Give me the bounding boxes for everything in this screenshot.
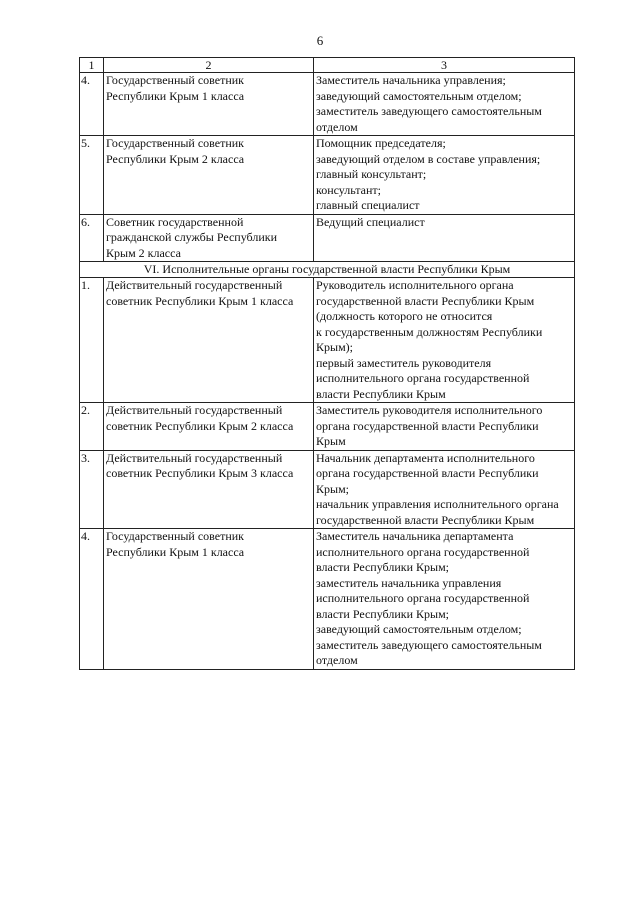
row-number: 3.: [80, 450, 104, 529]
rank-cell: [104, 73, 314, 136]
rank-line: Государственный советник: [106, 529, 245, 543]
rank-cell: [104, 529, 314, 670]
rank-line: Республики Крым 1 класса: [106, 88, 245, 103]
row-number: 2.: [80, 403, 104, 451]
positions-cell: [314, 450, 575, 529]
position-line: первый заместитель руководителя: [316, 355, 492, 370]
rank-line: Государственный советник: [106, 73, 245, 87]
rank-line: гражданской службы Республики: [106, 230, 278, 244]
position-line: власти Республики Крым;: [316, 606, 450, 621]
row-number: 4.: [80, 73, 104, 136]
rank-line: Советник государственной: [106, 214, 244, 229]
position-line: Заместитель начальника департамента: [316, 529, 514, 543]
positions-cell: [314, 529, 575, 670]
position-line: власти Республики Крым;: [316, 560, 450, 574]
row-number: 1.: [80, 278, 104, 403]
rank-line: советник Республики Крым 2 класса: [106, 418, 294, 433]
position-line: Крым: [316, 434, 346, 448]
positions-cell: [314, 278, 575, 403]
rank-line: советник Республики Крым 1 класса: [106, 293, 294, 308]
row-number: 6.: [80, 214, 104, 262]
position-line: заместитель заведующего самостоятельным: [316, 637, 542, 652]
row-number: 5.: [80, 136, 104, 215]
rank-line: Действительный государственный: [106, 278, 283, 292]
table-row: [80, 529, 575, 670]
section-row: [80, 262, 575, 278]
position-line: исполнительного органа государственной: [316, 544, 530, 559]
position-line: заведующий самостоятельным отделом;: [316, 622, 522, 636]
position-line: заведующий отделом в составе управления;: [316, 151, 541, 166]
position-line: заведующий самостоятельным отделом;: [316, 88, 522, 103]
positions-cell: [314, 73, 575, 136]
table-row: [80, 450, 575, 529]
positions-cell: [314, 403, 575, 451]
rank-line: Республики Крым 2 класса: [106, 151, 245, 166]
position-line: Руководитель исполнительного органа: [316, 278, 514, 292]
table-header-row: [80, 58, 575, 73]
position-line: отделом: [316, 119, 358, 134]
position-line: власти Республики Крым: [316, 386, 446, 401]
position-line: органа государственной власти Республики: [316, 418, 539, 433]
table-row: [80, 403, 575, 451]
position-line: консультант;: [316, 182, 382, 197]
position-line: отделом: [316, 653, 358, 667]
position-line: заместитель заведующего самостоятельным: [316, 104, 542, 118]
rank-line: Государственный советник: [106, 136, 245, 150]
position-line: главный консультант;: [316, 167, 427, 181]
positions-cell: [314, 136, 575, 215]
rank-line: Действительный государственный: [106, 403, 283, 417]
position-line: Помощник председателя;: [316, 136, 446, 150]
rank-line: Крым 2 класса: [106, 245, 181, 260]
header-col-2: 2: [104, 58, 314, 73]
rank-line: советник Республики Крым 3 класса: [106, 466, 294, 480]
rank-line: Республики Крым 1 класса: [106, 544, 245, 559]
section-title: VI. Исполнительные органы государственной власти Республики Крым: [80, 262, 575, 278]
table-row: [80, 278, 575, 403]
rank-cell: [104, 403, 314, 451]
table-row: [80, 136, 575, 215]
header-col-3: 3: [314, 58, 575, 73]
position-line: органа государственной власти Республики: [316, 466, 539, 480]
positions-cell: [314, 214, 575, 262]
position-line: Заместитель начальника управления;: [316, 73, 506, 87]
position-line: исполнительного органа государственной: [316, 591, 530, 605]
ranks-table: [79, 57, 575, 670]
rank-cell: [104, 450, 314, 529]
position-line: Крым);: [316, 340, 353, 354]
position-line: Ведущий специалист: [316, 214, 425, 229]
row-number: 4.: [80, 529, 104, 670]
position-line: государственной власти Республики Крым: [316, 293, 535, 308]
position-line: Крым;: [316, 481, 349, 496]
table-row: [80, 73, 575, 136]
rank-cell: [104, 136, 314, 215]
header-col-1: 1: [80, 58, 104, 73]
rank-cell: [104, 214, 314, 262]
rank-line: Действительный государственный: [106, 450, 283, 465]
position-line: государственной власти Республики Крым: [316, 512, 535, 527]
position-line: заместитель начальника управления: [316, 575, 502, 590]
position-line: Начальник департамента исполнительного: [316, 450, 535, 465]
position-line: главный специалист: [316, 198, 420, 212]
position-line: к государственным должностям Республики: [316, 324, 543, 339]
page-number: 6: [316, 33, 324, 48]
position-line: начальник управления исполнительного органа: [316, 497, 559, 511]
position-line: исполнительного органа государственной: [316, 371, 530, 385]
table-row: [80, 214, 575, 262]
position-line: (должность которого не относится: [316, 309, 493, 323]
rank-cell: [104, 278, 314, 403]
position-line: Заместитель руководителя исполнительного: [316, 403, 543, 417]
